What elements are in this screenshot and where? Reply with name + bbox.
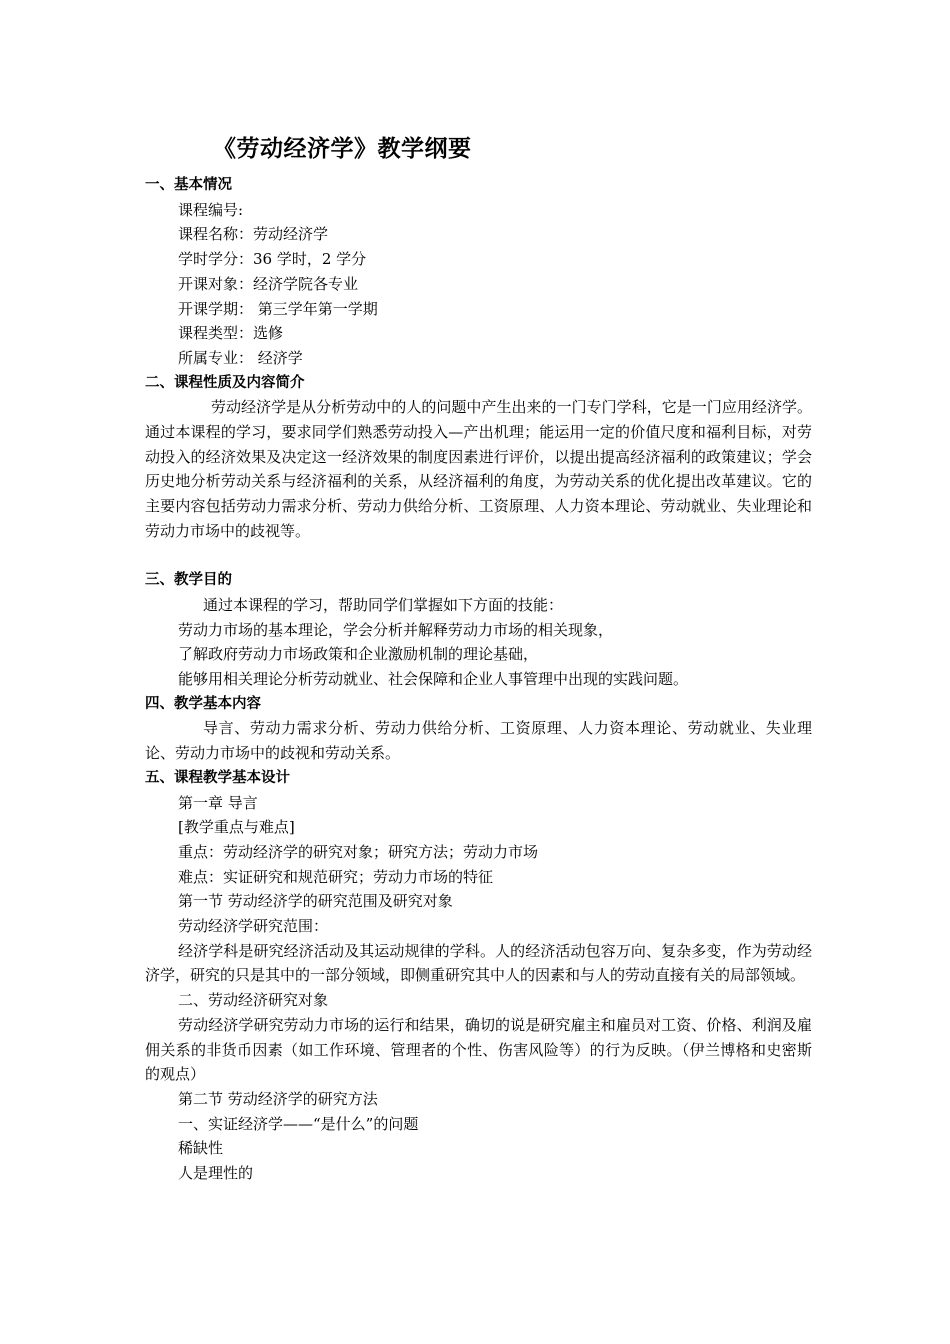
course-number: 课程编号: [178,200,244,219]
list-item: 人是理性的 [178,1164,254,1183]
section-heading-content: 四、教学基本内容 [145,695,261,712]
objective-item: 能够用相关理论分析劳动就业、社会保障和企业人事管理中出现的实践问题。 [178,670,689,689]
section-heading-basic-info: 一、基本情况 [145,177,232,193]
subsection-label: 二、劳动经济研究对象 [178,991,329,1010]
course-type: 课程类型：选修 [178,324,284,343]
objective-item: 了解政府劳动力市场政策和企业激励机制的理论基础， [178,645,539,664]
section-heading-design: 五、课程教学基本设计 [145,769,290,786]
section-title: 第一节 劳动经济学的研究范围及研究对象 [178,892,453,911]
key-points-label: [教学重点与难点] [178,818,295,837]
chapter-title: 第一章 导言 [178,793,258,812]
course-major: 所属专业： 经济学 [178,348,303,367]
section-title: 第二节 劳动经济学的研究方法 [178,1090,378,1108]
content-paragraph: 导言、劳动力需求分析、劳动力供给分析、工资原理、人力资本理论、劳动就业、失业理论、劳动力市场中的歧视和劳动关系。 [145,719,812,763]
list-item: 稀缺性 [178,1139,224,1158]
section-heading-nature: 二、课程性质及内容简介 [145,374,305,391]
difficult-points: 难点：实证研究和规范研究；劳动力市场的特征 [178,867,494,886]
document-title: 《劳动经济学》教学纲要 [213,136,472,162]
course-term: 开课学期： 第三学年第一学期 [178,299,378,318]
section-heading-objectives: 三、教学目的 [145,572,232,589]
objective-item: 劳动力市场的基本理论，学会分析并解释劳动力市场的相关现象， [178,620,614,639]
blank-line [145,544,812,569]
objectives-intro: 通过本课程的学习，帮助同学们掌握如下方面的技能： [203,595,564,614]
course-audience: 开课对象：经济学院各专业 [178,274,359,293]
course-credits: 学时学分：36 学时，2 学分 [178,250,367,269]
course-name: 课程名称：劳动经济学 [178,225,329,244]
scope-paragraph: 经济学科是研究经济活动及其运动规律的学科。人的经济活动包容万向、复杂多变，作为劳动经济学，研究的只是其中的一部分领域，即侧重研究其中人的因素和与人的劳动直接有关的局部领域。 [145,941,812,985]
course-intro-paragraph: 劳动经济学是从分析劳动中的人的问题中产生出来的一门专门学科，它是一门应用经济学。通过本课程的学习，要求同学们熟悉劳动投入—产出机理；能运用一定的价值尺度和福利目标，对劳动投入的经济效果及决定这一经济效果的制度因素进行评价，以提出提高经济福利的政策建议；学会历史地分析劳动关系与经济福利的关系，从经济福利的角度，为劳动关系的优化提出改革建议。它的主要内容包括劳动力需求分析、劳动力供给分析、工资原理、人力资本理论、劳动就业、失业理论和劳动力市场中的歧视等。 [145,398,812,540]
subsection-label: 一、实证经济学——“是什么”的问题 [178,1114,419,1133]
subsection-label: 劳动经济学研究范围： [178,917,329,936]
key-points: 重点：劳动经济学的研究对象；研究方法；劳动力市场 [178,842,539,861]
object-paragraph: 劳动经济学研究劳动力市场的运行和结果，确切的说是研究雇主和雇员对工资、价格、利润及雇佣关系的非货币因素（如工作环境、管理者的个性、伤害风险等）的行为反映。（伊兰博格和史密斯的观点） [145,1015,812,1084]
document-body [145,173,812,1186]
